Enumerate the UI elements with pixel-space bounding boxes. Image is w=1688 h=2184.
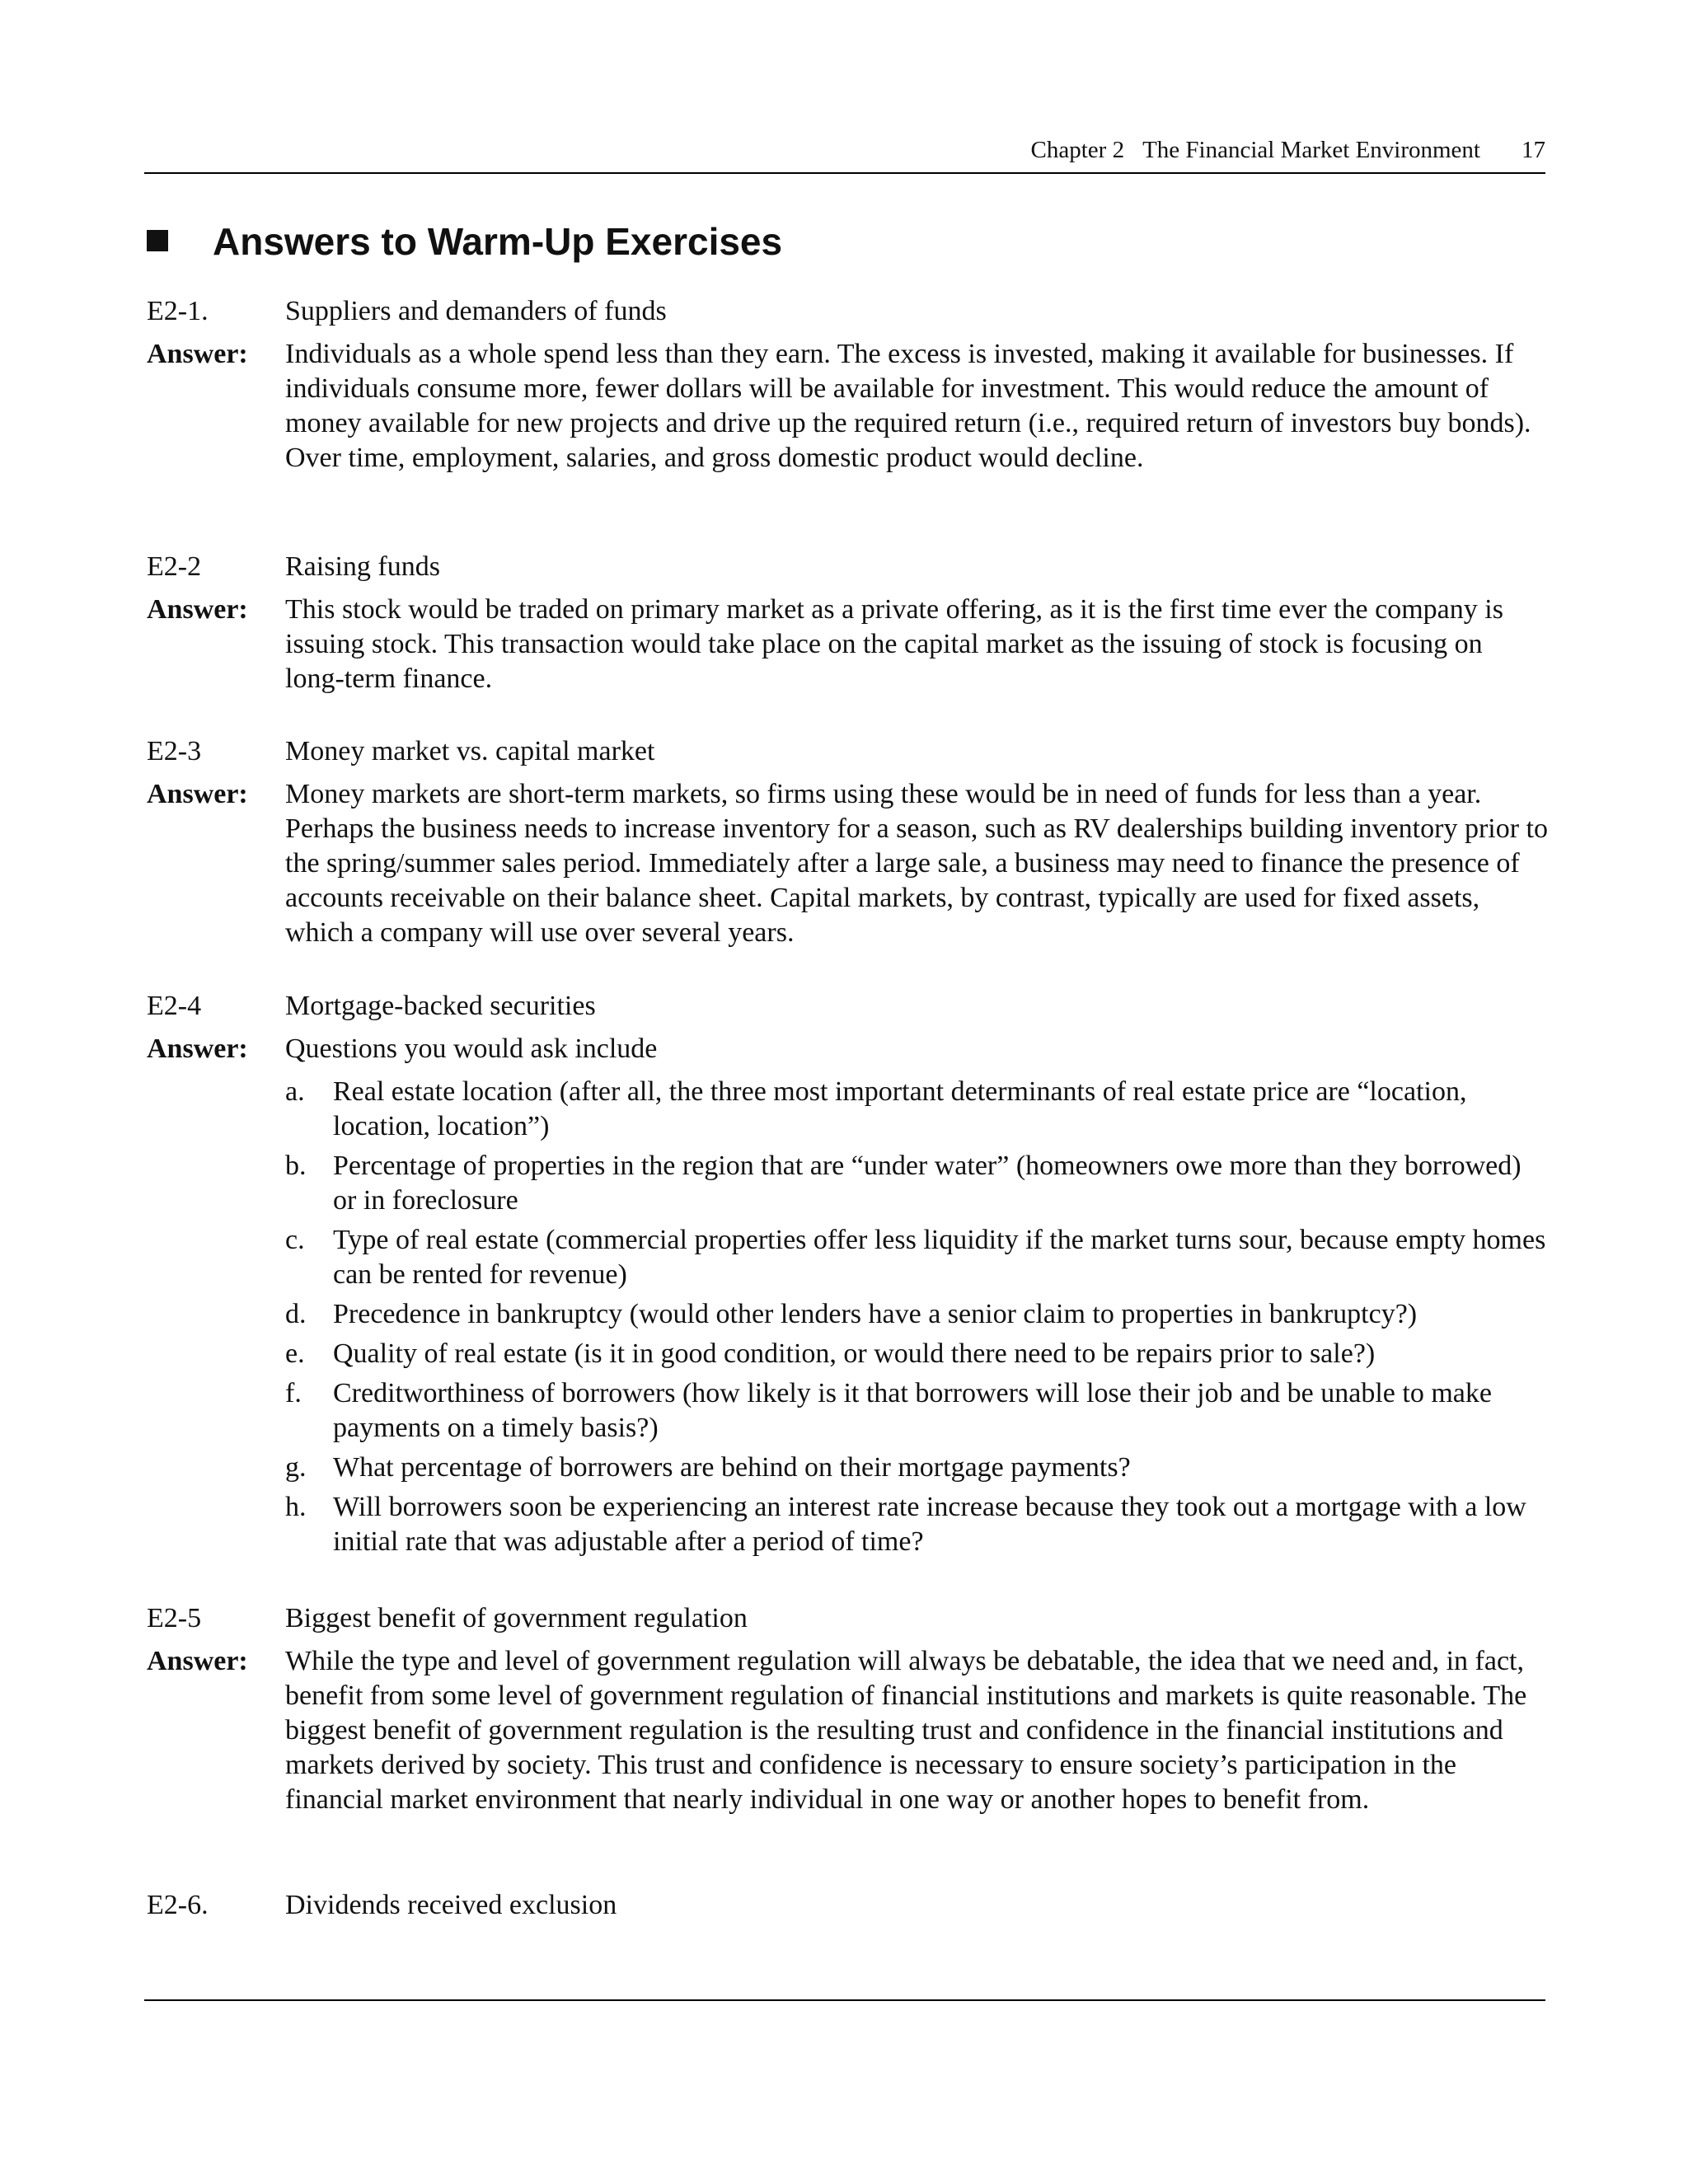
exercise-id: E2-5 [147, 1603, 202, 1633]
header-chapter: Chapter 2 [1030, 137, 1125, 163]
list-item-letter: e. [285, 1338, 305, 1369]
exercise-id: E2-4 [147, 991, 202, 1021]
answer-text: Money markets are short-term markets, so firms using these would be in need of funds for less than a year. Perhaps the business needs to increase inventory for a season, such as RV dealerships building inventory prior to the spring/summer sales period. Immediately after a large sale, a business may need to finance the presence of accounts receivable on their balance sheet. Capital markets, by contrast, typically are used for fixed assets, which a company will use over several years. [285, 779, 1548, 948]
answer-text: Individuals as a whole spend less than they earn. The excess is invested, making it available for businesses. If individuals consume more, fewer dollars will be available for investment. This would reduce the amount of money available for new projects and drive up the required return (i.e., required return of investors buy bonds). Over time, employment, salaries, and gross domestic product would decline. [285, 339, 1531, 473]
list-item-text: Creditworthiness of borrowers (how likely is it that borrowers will lose their job and be unable to make payments on a timely basis?) [333, 1378, 1492, 1443]
answer-text: This stock would be traded on primary market as a private offering, as it is the first time ever the company is issuing stock. This transaction would take place on the capital market as the issuing of stock is focusing on long-term finance. [285, 594, 1503, 694]
list-item-text: Will borrowers soon be experiencing an interest rate increase because they took out a mortgage with a low initial rate that was adjustable after a period of time? [333, 1492, 1526, 1557]
list-item [285, 1451, 1548, 1485]
exercise-title: Suppliers and demanders of funds [285, 296, 667, 326]
list-item [285, 1376, 1548, 1446]
list-item-letter: b. [285, 1151, 307, 1181]
exercise-title: Raising funds [285, 551, 440, 582]
exercise-title: Dividends received exclusion [285, 1890, 617, 1920]
exercise-block [147, 294, 1548, 476]
list-item-text: Quality of real estate (is it in good condition, or would there need to be repairs prior to sale?) [333, 1338, 1376, 1369]
list-item-letter: d. [285, 1299, 307, 1329]
exercise-id: E2-3 [147, 736, 202, 766]
list-item-text: What percentage of borrowers are behind on their mortgage payments? [333, 1452, 1131, 1483]
footer-rule [144, 1999, 1545, 2001]
list-item-letter: h. [285, 1492, 307, 1522]
exercise-id: E2-2 [147, 551, 202, 582]
square-bullet-icon [147, 230, 168, 251]
list-item-text: Real estate location (after all, the three most important determinants of real estate price are “location, location, location”) [333, 1076, 1467, 1141]
answer-label: Answer: [147, 1033, 248, 1064]
answer-label: Answer: [147, 1646, 248, 1676]
list-item [285, 1223, 1548, 1292]
exercise-title: Money market vs. capital market [285, 736, 655, 766]
list-item-letter: c. [285, 1225, 305, 1255]
list-item-text: Precedence in bankruptcy (would other lenders have a senior claim to properties in bankruptcy?) [333, 1299, 1418, 1329]
exercise-block [147, 734, 1548, 950]
section-heading [147, 219, 782, 264]
page-number: 17 [1522, 137, 1545, 163]
exercise-block [147, 1601, 1548, 1817]
question-list [285, 1075, 1548, 1559]
list-item [285, 1337, 1548, 1371]
running-header [144, 137, 1545, 164]
list-item-letter: a. [285, 1076, 305, 1107]
exercise-block [147, 550, 1548, 696]
answer-label: Answer: [147, 779, 248, 809]
exercise-title: Biggest benefit of government regulation [285, 1603, 748, 1633]
exercise-id: E2-1. [147, 296, 209, 326]
list-item-text: Type of real estate (commercial properties offer less liquidity if the market turns sour, because empty homes can be rented for revenue) [333, 1225, 1546, 1290]
exercise-block [147, 1888, 1548, 1923]
list-item-letter: f. [285, 1378, 302, 1408]
exercise-block [147, 989, 1548, 1564]
answer-text: Questions you would ask include [285, 1033, 658, 1064]
list-item [285, 1297, 1548, 1332]
section-title: Answers to Warm-Up Exercises [213, 220, 783, 263]
header-title: The Financial Market Environment [1142, 137, 1480, 163]
list-item [285, 1149, 1548, 1218]
answer-label: Answer: [147, 339, 248, 369]
exercise-title: Mortgage-backed securities [285, 991, 596, 1021]
answer-text: While the type and level of government regulation will always be debatable, the idea that we need and, in fact, benefit from some level of government regulation of financial institutions and markets is quite reasonable. The biggest benefit of government regulation is the resulting trust and confidence in the financial institutions and markets derived by society. This trust and confidence is necessary to ensure society’s participation in the financial market environment that nearly individual in one way or another hopes to benefit from. [285, 1646, 1527, 1815]
exercise-id: E2-6. [147, 1890, 209, 1920]
list-item-letter: g. [285, 1452, 307, 1483]
header-rule [144, 172, 1545, 174]
list-item [285, 1075, 1548, 1144]
answer-label: Answer: [147, 594, 248, 625]
list-item [285, 1490, 1548, 1559]
list-item-text: Percentage of properties in the region that are “under water” (homeowners owe more than they borrowed) or in foreclosure [333, 1151, 1522, 1216]
